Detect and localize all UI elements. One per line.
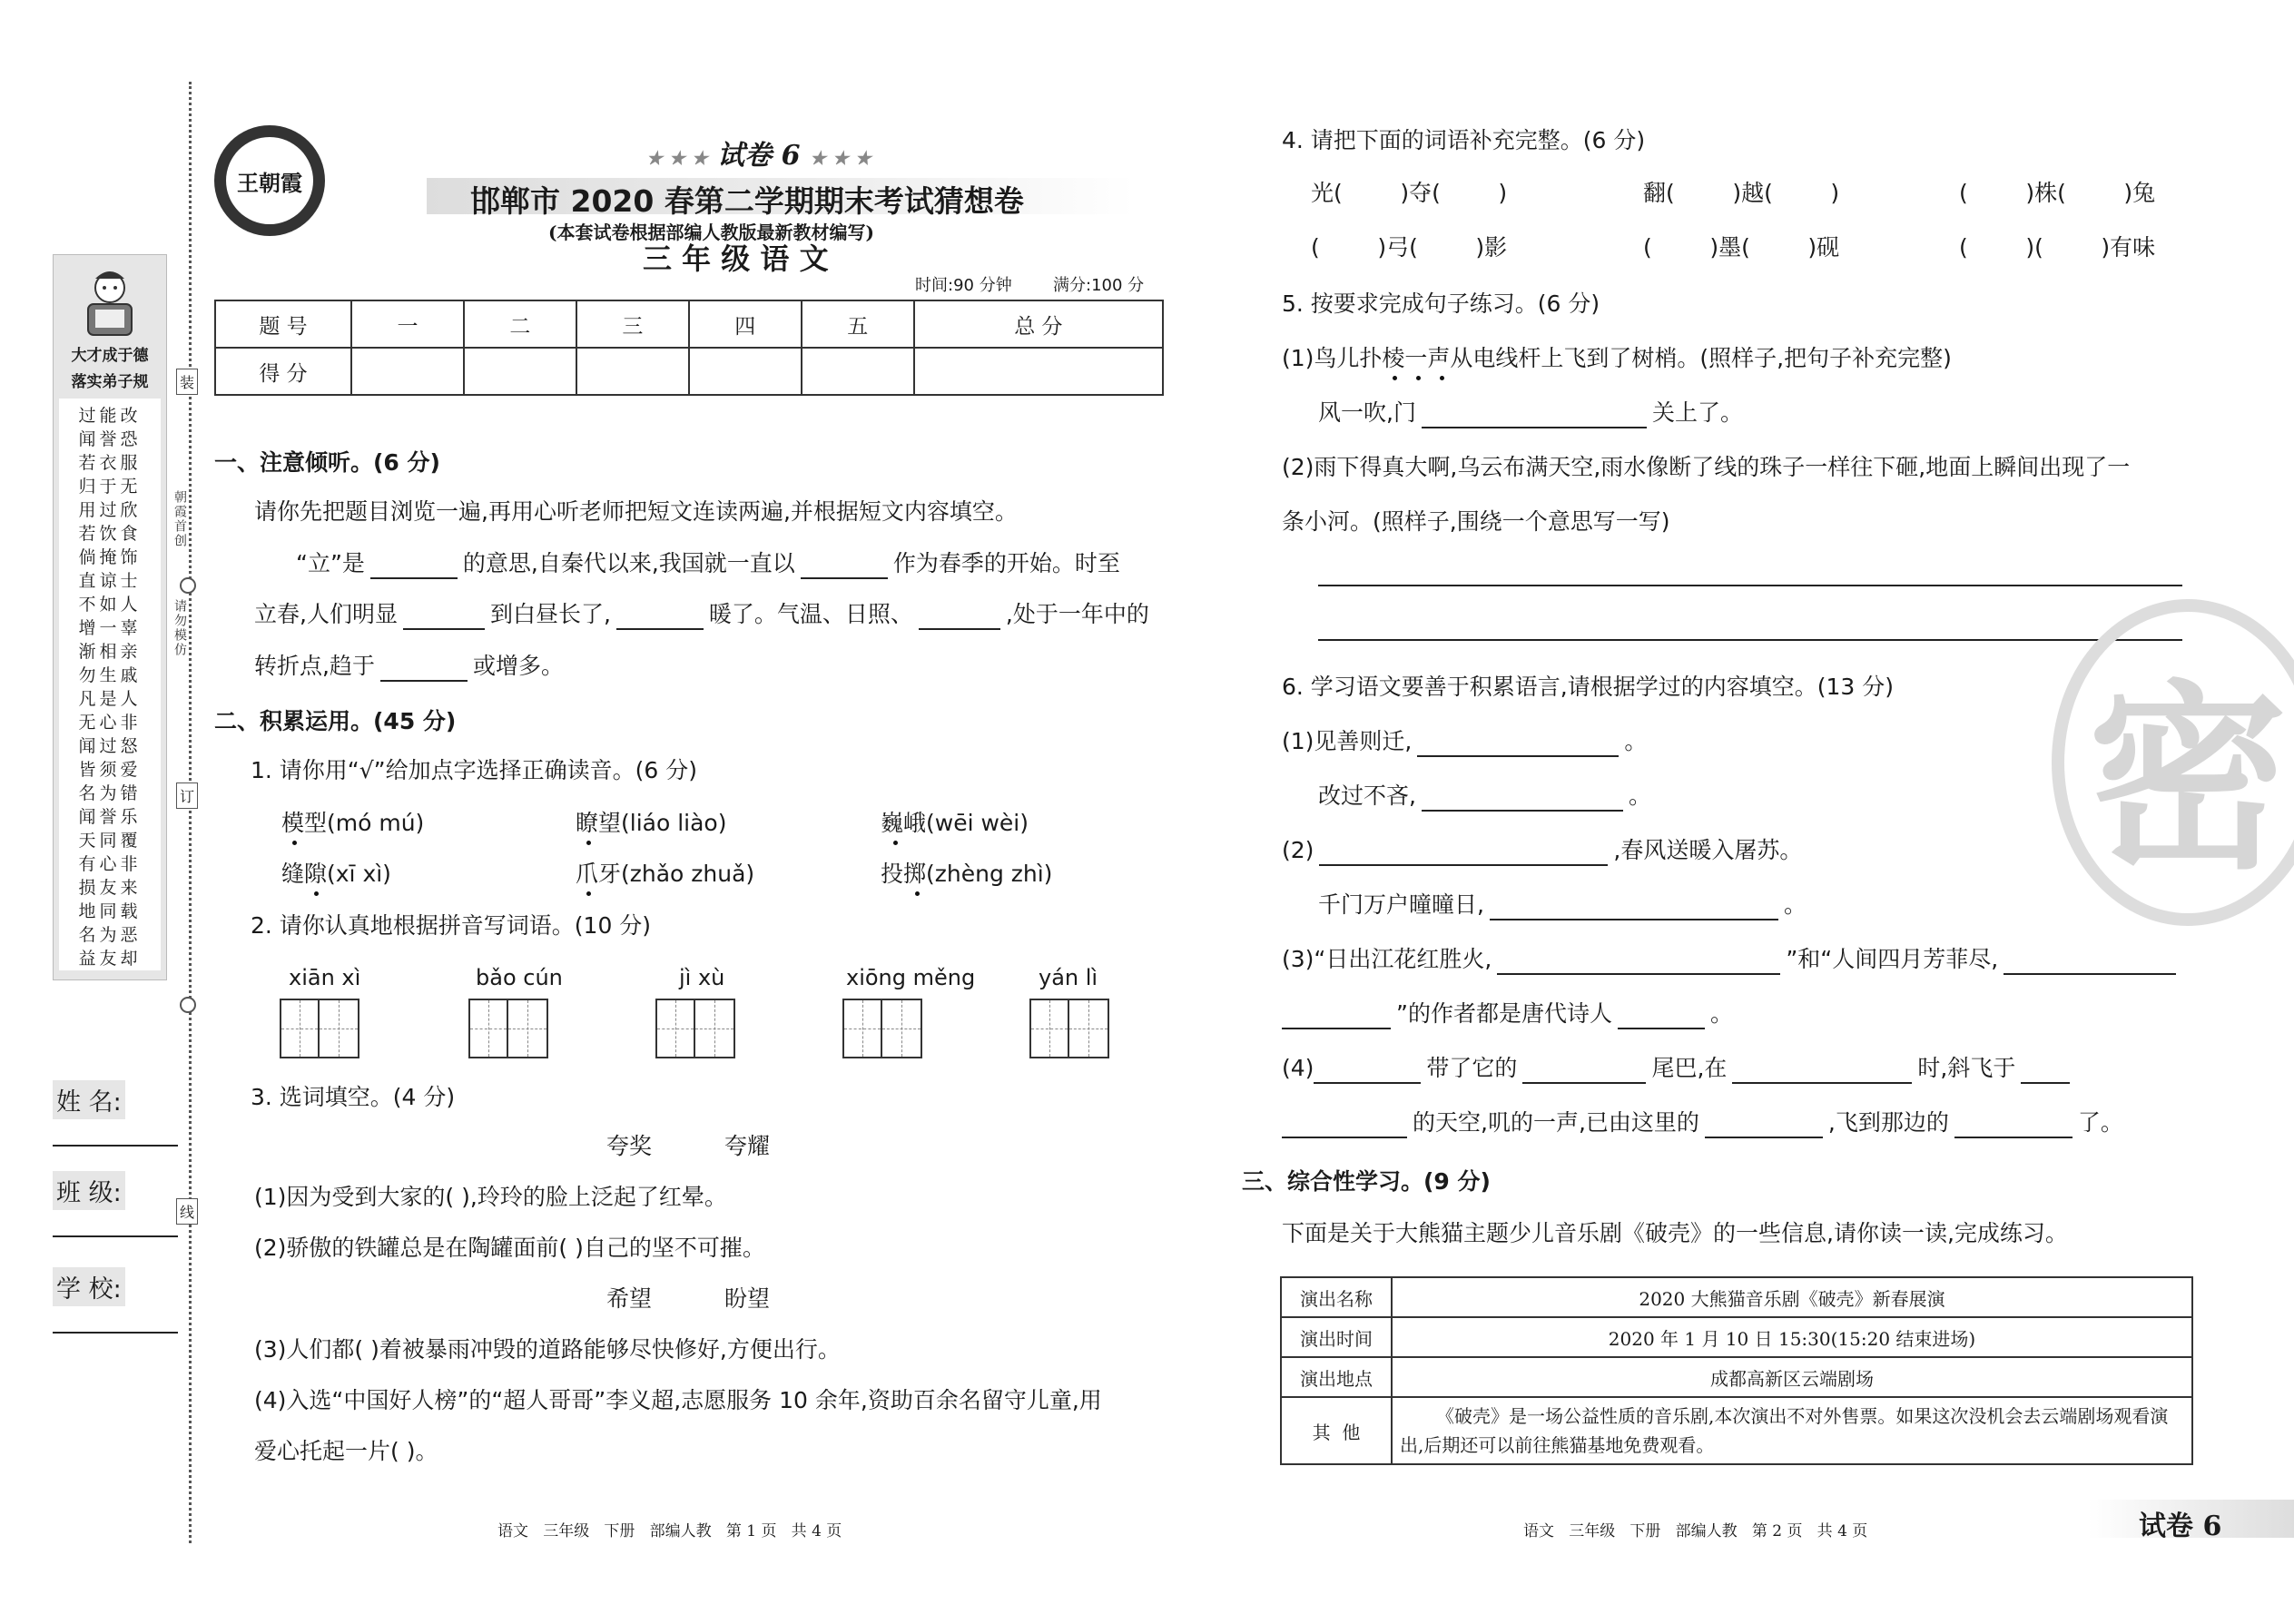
binding-mark: 线 <box>176 1198 198 1225</box>
blank[interactable] <box>1497 950 1780 975</box>
blank[interactable] <box>1522 1058 1646 1084</box>
text: ”和“人间四月芳菲尽, <box>1786 946 1999 972</box>
blank[interactable] <box>1618 1004 1705 1029</box>
emphasis-dot <box>292 841 297 845</box>
text: 立春,人们明显 <box>254 601 398 627</box>
section1-line3 <box>254 651 564 682</box>
blank[interactable] <box>616 605 704 630</box>
text: 到白昼长了, <box>489 601 611 627</box>
writing-grid[interactable] <box>655 999 735 1058</box>
score-table <box>214 300 1164 396</box>
grade-subject: 三 年 级 语 文 <box>643 241 829 276</box>
q6-1b <box>1318 781 1651 812</box>
q4-item: ( )株( )兔 <box>1959 180 2156 206</box>
score-cell[interactable] <box>802 348 914 395</box>
q5-1b <box>1318 398 1743 428</box>
motto-line: 归于无 用过欣 若饮食 <box>78 477 142 544</box>
q4-item: ( )墨( )砚 <box>1643 234 1840 261</box>
text: “立”是 <box>296 550 365 576</box>
text: 时,斜飞于 <box>1917 1055 2016 1081</box>
paper-number-text: 试卷 6 <box>717 140 801 172</box>
binding-text: 请勿模仿 <box>172 599 187 657</box>
emphasis-dot <box>893 841 898 845</box>
school-label: 学 校: <box>53 1267 125 1306</box>
q1-item: 爪牙(zhǎo zhuǎ) <box>576 861 755 887</box>
score-header: 题 号 <box>215 300 351 348</box>
text: 或增多。 <box>472 653 564 679</box>
school-field[interactable] <box>53 1267 178 1334</box>
pinyin: bǎo cún <box>476 965 563 990</box>
motto-line: 地同载 名为恶 益友却 <box>78 901 142 969</box>
q6-4b <box>1282 1107 2123 1138</box>
q4-item: ( )弓( )影 <box>1311 234 1508 261</box>
section1-line1 <box>296 548 1120 579</box>
score-cell[interactable] <box>576 348 689 395</box>
score-header: 五 <box>802 300 914 348</box>
motto-text <box>59 399 161 970</box>
blank[interactable] <box>1705 1113 1823 1138</box>
footer-right: 语文 三年级 下册 部编人教 第 2 页 共 4 页 <box>1523 1522 1868 1540</box>
class-label: 班 级: <box>53 1171 125 1210</box>
motto-title-2: 落实弟子规 <box>71 373 149 391</box>
score-header: 二 <box>464 300 576 348</box>
q4-item: 翻( )越( ) <box>1643 180 1840 206</box>
text: 。 <box>1628 782 1651 809</box>
motto-line: 增一辜 渐相亲 勿生戚 <box>78 618 142 685</box>
blank[interactable] <box>403 605 485 630</box>
word-choice: 希望 <box>606 1285 653 1312</box>
blank[interactable] <box>919 605 1000 630</box>
text: 暖了。气温、日照、 <box>708 601 913 627</box>
q1-prompt: 1. 请你用“√”给加点字选择正确读音。(6 分) <box>251 757 697 783</box>
text: 。 <box>1624 728 1648 754</box>
emphasis-dot <box>915 891 920 896</box>
word-choice: 盼望 <box>724 1285 771 1312</box>
q5-1: (1)鸟儿扑棱一声从电线杆上飞到了树梢。(照样子,把句子补充完整) <box>1282 345 1952 371</box>
q3-sentence: (4)入选“中国好人榜”的“超人哥哥”李义超,志愿服务 10 余年,资助百余名留守儿童,用 <box>254 1387 1102 1413</box>
binding-mark: 订 <box>176 782 198 809</box>
binding-mark: 装 <box>176 369 198 395</box>
q6-3b <box>1282 999 1733 1029</box>
q6-3a <box>1282 944 2181 975</box>
logo-text: 王朝霞 <box>226 137 313 224</box>
pinyin: xiōng měng <box>846 965 976 990</box>
text: 的意思,自秦代以来,我国就一直以 <box>462 550 795 576</box>
time-limit: 时间:90 分钟 <box>915 276 1012 295</box>
q1-item: 投掷(zhèng zhì) <box>881 861 1053 887</box>
text: 改过不吝, <box>1318 782 1416 809</box>
blank[interactable] <box>2004 950 2176 975</box>
binding-text: 朝霞首创 <box>172 490 187 548</box>
binding-circle <box>180 997 196 1013</box>
emphasis-dot <box>314 891 319 896</box>
score-cell[interactable] <box>914 348 1163 395</box>
section1-intro: 请你先把题目浏览一遍,再用心听老师把短文连读两遍,并根据短文内容填空。 <box>254 498 1018 525</box>
word-choice: 夸奖 <box>606 1133 653 1159</box>
text: 。 <box>1783 891 1807 918</box>
q6-1a <box>1282 726 1647 757</box>
q4-item: 光( )夺( ) <box>1311 180 1508 206</box>
class-field[interactable] <box>53 1171 178 1237</box>
text: (4) <box>1282 1055 1314 1081</box>
writing-grid[interactable] <box>842 999 922 1058</box>
text: 风一吹,门 <box>1318 399 1416 426</box>
logo <box>214 125 325 236</box>
exam-title: 邯郸市 2020 春第二学期期末考试猜想卷 <box>470 183 1024 219</box>
score-header: 三 <box>576 300 689 348</box>
info-value: 2020 大熊猫音乐剧《破壳》新春展演 <box>1392 1277 2192 1317</box>
motto-line: 皆须爱 名为错 闻誉乐 <box>78 760 142 827</box>
seal-char: 密 <box>2087 661 2288 896</box>
q2-prompt: 2. 请你认真地根据拼音写词语。(10 分) <box>251 912 652 939</box>
text: 千门万户曈曈日, <box>1318 891 1484 918</box>
blank[interactable] <box>1732 1058 1912 1084</box>
text: 带了它的 <box>1426 1055 1518 1081</box>
section1-line2 <box>254 599 1149 630</box>
writing-grid[interactable] <box>280 999 359 1058</box>
blank[interactable] <box>370 554 458 579</box>
paper-number: ★ ★ ★ 试卷 6 ★ ★ ★ <box>646 140 871 172</box>
section3-heading: 三、综合性学习。(9 分) <box>1242 1168 1491 1195</box>
q3-sentence: (1)因为受到大家的( ),玲玲的脸上泛起了红晕。 <box>254 1184 727 1210</box>
info-value: 成都高新区云端剧场 <box>1392 1357 2192 1397</box>
answer-line[interactable] <box>1318 639 2182 641</box>
q6-4a <box>1282 1053 2075 1084</box>
blank[interactable] <box>1282 1113 1407 1138</box>
motto-line: 凡是人 无心非 闻过怒 <box>78 689 142 756</box>
answer-line[interactable] <box>1318 585 2182 586</box>
fold-line <box>189 82 192 1543</box>
info-value: 2020 年 1 月 10 日 15:30(15:20 结束进场) <box>1392 1317 2192 1357</box>
text: 关上了。 <box>1651 399 1743 426</box>
q4-prompt: 4. 请把下面的词语补充完整。(6 分) <box>1282 127 1646 153</box>
q5-2b: 条小河。(照样子,围绕一个意思写一写) <box>1282 508 1670 535</box>
q1-item: 巍峨(wēi wèi) <box>881 810 1029 836</box>
q3-sentence: (3)人们都( )着被暴雨冲毁的道路能够尽快修好,方便出行。 <box>254 1336 841 1363</box>
text: 作为春季的开始。时至 <box>892 550 1120 576</box>
writing-grid[interactable] <box>1029 999 1109 1058</box>
blank[interactable] <box>1417 732 1619 757</box>
mascot-icon <box>75 266 144 339</box>
q5-2a: (2)雨下得真大啊,乌云布满天空,雨水像断了线的珠子一样往下砸,地面上瞬间出现了一 <box>1282 454 2131 480</box>
text: (2) <box>1282 837 1314 863</box>
footer-tab-text: 试卷 6 <box>2139 1511 2222 1542</box>
info-key: 演出地点 <box>1281 1357 1392 1397</box>
q1-item: 缝隙(xī xì) <box>281 861 391 887</box>
name-field[interactable] <box>53 1080 178 1147</box>
blank[interactable] <box>1490 895 1778 920</box>
text: ”的作者都是唐代诗人 <box>1396 1000 1612 1027</box>
blank[interactable] <box>1422 786 1623 812</box>
score-cell[interactable] <box>351 348 464 395</box>
text: 。 <box>1709 1000 1733 1027</box>
word-choice: 夸耀 <box>724 1133 771 1159</box>
q6-2b <box>1318 890 1807 920</box>
emphasis-dot <box>1393 376 1397 380</box>
q3-sentence: 爱心托起一片( )。 <box>254 1438 438 1464</box>
section2-heading: 二、积累运用。(45 分) <box>214 708 457 734</box>
footer-left: 语文 三年级 下册 部编人教 第 1 页 共 4 页 <box>497 1522 842 1540</box>
text: 尾巴,在 <box>1651 1055 1728 1081</box>
score-cell[interactable] <box>689 348 802 395</box>
text: 转折点,趋于 <box>254 653 375 679</box>
score-row-label: 得 分 <box>215 348 351 395</box>
motto-title-1: 大才成于德 <box>71 347 149 365</box>
pinyin: jì xù <box>679 965 725 990</box>
binding-circle <box>180 577 196 594</box>
score-header: 总 分 <box>914 300 1163 348</box>
text: ,处于一年中的 <box>1005 601 1149 627</box>
blank[interactable] <box>1314 1058 1421 1084</box>
text: 了。 <box>2077 1109 2123 1136</box>
section3-intro: 下面是关于大熊猫主题少儿音乐剧《破壳》的一些信息,请你读一读,完成练习。 <box>1282 1220 2068 1246</box>
motto-line: 过能改 闻誉恐 若衣服 <box>78 406 142 473</box>
emphasis-dot <box>1440 376 1444 380</box>
blank[interactable] <box>2021 1058 2070 1084</box>
score-header: 一 <box>351 300 464 348</box>
text: ,春风送暖入屠苏。 <box>1613 837 1803 863</box>
score-header: 四 <box>689 300 802 348</box>
q6-prompt: 6. 学习语文要善于积累语言,请根据学过的内容填空。(13 分) <box>1282 674 1895 700</box>
info-table <box>1280 1276 2193 1465</box>
section1-heading: 一、注意倾听。(6 分) <box>214 449 440 476</box>
name-label: 姓 名: <box>53 1080 125 1119</box>
q6-2a <box>1282 835 1802 866</box>
pinyin: xiān xì <box>289 965 361 990</box>
q5-prompt: 5. 按要求完成句子练习。(6 分) <box>1282 290 1600 317</box>
text: (3)“日出江花红胜火, <box>1282 946 1492 972</box>
blank[interactable] <box>801 554 888 579</box>
emphasis-dot <box>1416 376 1421 380</box>
motto-line: 天同覆 有心非 损友来 <box>78 831 142 898</box>
info-key: 演出时间 <box>1281 1317 1392 1357</box>
blank[interactable] <box>1422 403 1647 428</box>
text: ,飞到那边的 <box>1827 1109 1949 1136</box>
info-key: 其 他 <box>1281 1397 1392 1464</box>
motto-line: 倘掩饰 直谅士 不如人 <box>78 547 142 615</box>
q1-item: 模型(mó mú) <box>281 810 425 836</box>
emphasis-dot <box>586 891 591 896</box>
info-key: 演出名称 <box>1281 1277 1392 1317</box>
emphasis-dot <box>586 841 591 845</box>
text: (1)见善则迁, <box>1282 728 1413 754</box>
text: 的天空,叽的一声,已由这里的 <box>1413 1109 1699 1136</box>
writing-grid[interactable] <box>468 999 548 1058</box>
blank[interactable] <box>1954 1113 2072 1138</box>
q4-item: ( )( )有味 <box>1959 234 2156 261</box>
pinyin: yán lì <box>1039 965 1098 990</box>
full-score: 满分:100 分 <box>1053 276 1145 295</box>
blank[interactable] <box>1319 841 1608 866</box>
exam-subtitle: (本套试卷根据部编人教版最新教材编写) <box>548 221 874 243</box>
q3-prompt: 3. 选词填空。(4 分) <box>251 1084 456 1110</box>
q1-item: 瞭望(liáo liào) <box>576 810 727 836</box>
confidential-seal <box>2052 599 2294 926</box>
blank[interactable] <box>380 656 468 682</box>
score-cell[interactable] <box>464 348 576 395</box>
blank[interactable] <box>1282 1004 1391 1029</box>
q3-sentence: (2)骄傲的铁罐总是在陶罐面前( )自己的坚不可摧。 <box>254 1235 765 1261</box>
motto-panel <box>53 254 167 980</box>
info-value: 《破壳》是一场公益性质的音乐剧,本次演出不对外售票。如果这次没机会去云端剧场观看演出,后期还可以前往熊猫基地免费观看。 <box>1392 1397 2192 1464</box>
